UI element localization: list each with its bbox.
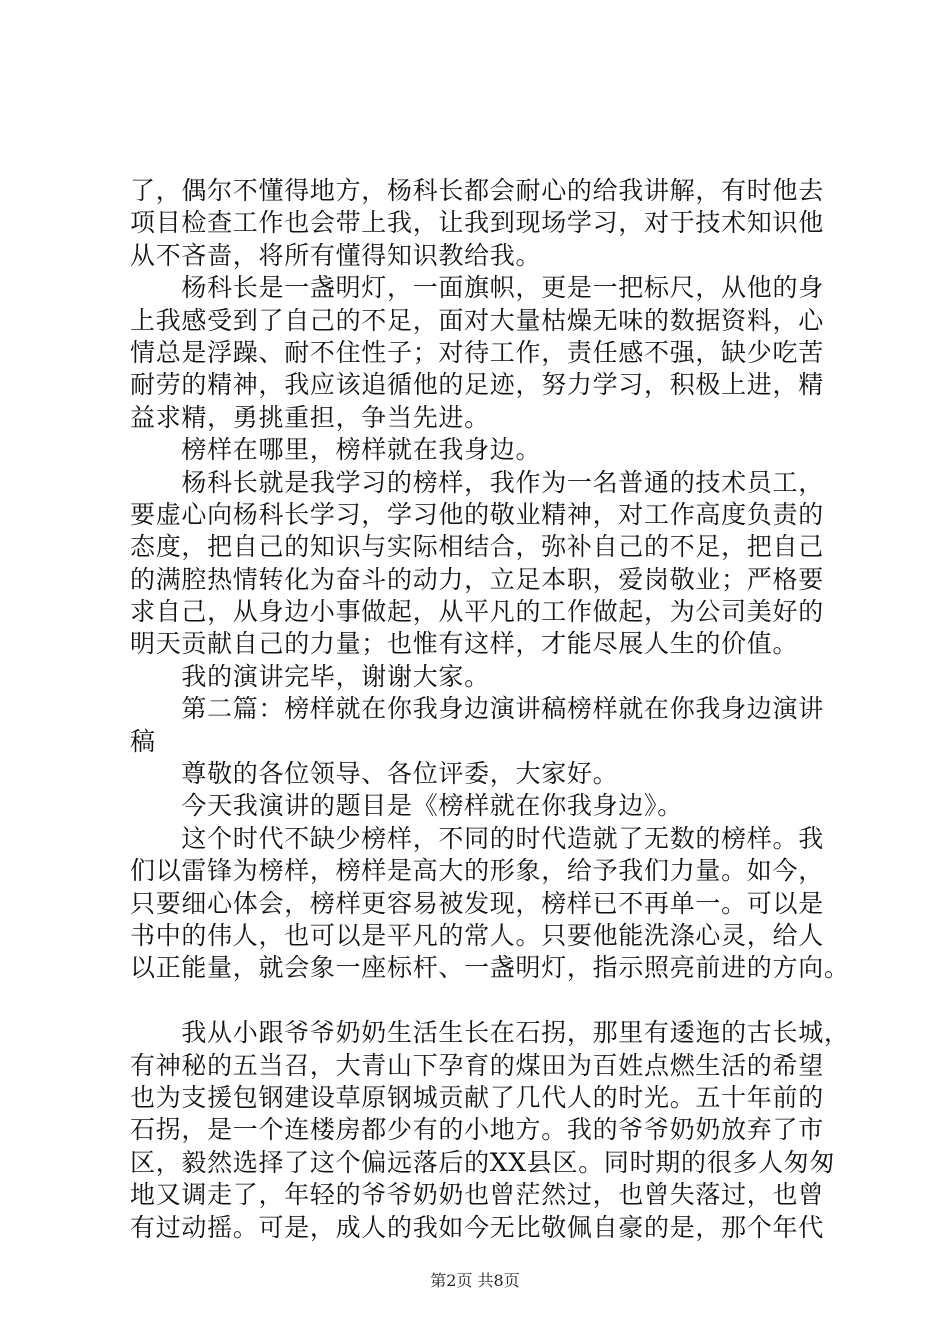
text-line: 有过动摇。可是，成人的我如今无比敬佩自豪的是，那个年代	[130, 1212, 824, 1242]
body-text	[130, 175, 850, 1244]
text-line: 以正能量，就会象一座标杆、一盏明灯，指示照亮前进的方向。	[130, 953, 850, 983]
text-line: 从不吝啬，将所有懂得知识教给我。	[130, 240, 542, 270]
text-line: 们以雷锋为榜样，榜样是高大的形象，给予我们力量。如今，	[130, 856, 824, 886]
text-line: 区，毅然选择了这个偏远落后的XX县区。同时期的很多人匆匆	[130, 1147, 836, 1177]
text-line: 杨科长就是我学习的榜样，我作为一名普通的技术员工，	[130, 467, 824, 497]
section-heading: 稿	[130, 726, 156, 756]
text-line: 石拐，是一个连楼房都少有的小地方。我的爷爷奶奶放弃了市	[130, 1115, 824, 1145]
text-line: 杨科长是一盏明灯，一面旗帜，更是一把标尺，从他的身	[130, 273, 824, 303]
blank-line	[130, 985, 840, 1017]
text-line: 也为支援包钢建设草原钢城贡献了几代人的时光。五十年前的	[130, 1082, 824, 1112]
text-line: 书中的伟人，也可以是平凡的常人。只要他能洗涤心灵，给人	[130, 920, 824, 950]
text-line: 尊敬的各位领导、各位评委，大家好。	[130, 759, 619, 789]
text-line: 这个时代不缺少榜样，不同的时代造就了无数的榜样。我	[130, 823, 824, 853]
text-line: 耐劳的精神，我应该追循他的足迹，努力学习，积极上进，精	[130, 370, 824, 400]
text-line: 榜样在哪里，榜样就在我身边。	[130, 435, 542, 465]
page-number: 第2页 共8页	[430, 1271, 520, 1290]
section-heading: 第二篇：榜样就在你我身边演讲稿榜样就在你我身边演讲	[130, 694, 824, 724]
text-line: 求自己，从身边小事做起，从平凡的工作做起，为公司美好的	[130, 597, 824, 627]
text-line: 的满腔热情转化为奋斗的动力，立足本职，爱岗敬业；严格要	[130, 564, 824, 594]
text-line: 要虚心向杨科长学习，学习他的敬业精神，对工作高度负责的	[130, 499, 824, 529]
text-line: 有神秘的五当召，大青山下孕育的煤田为百姓点燃生活的希望	[130, 1050, 824, 1080]
text-line: 今天我演讲的题目是《榜样就在你我身边》。	[130, 791, 683, 821]
text-line: 只要细心体会，榜样更容易被发现，榜样已不再单一。可以是	[130, 888, 824, 918]
text-line: 上我感受到了自己的不足，面对大量枯燥无味的数据资料，心	[130, 305, 824, 335]
text-line: 明天贡献自己的力量；也惟有这样，才能尽展人生的价值。	[130, 629, 799, 659]
text-line: 我从小跟爷爷奶奶生活生长在石拐，那里有逶迤的古长城，	[130, 1018, 850, 1048]
text-line: 我的演讲完毕，谢谢大家。	[130, 661, 490, 691]
text-line: 项目检查工作也会带上我，让我到现场学习，对于技术知识他	[130, 208, 824, 238]
text-line: 情总是浮躁、耐不住性子；对待工作，责任感不强，缺少吃苦	[130, 337, 824, 367]
text-line: 益求精，勇挑重担，争当先进。	[130, 402, 490, 432]
text-line: 地又调走了，年轻的爷爷奶奶也曾茫然过，也曾失落过，也曾	[130, 1180, 824, 1210]
text-line: 态度，把自己的知识与实际相结合，弥补自己的不足，把自己	[130, 532, 824, 562]
text-line: 了，偶尔不懂得地方，杨科长都会耐心的给我讲解，有时他去	[130, 176, 824, 205]
